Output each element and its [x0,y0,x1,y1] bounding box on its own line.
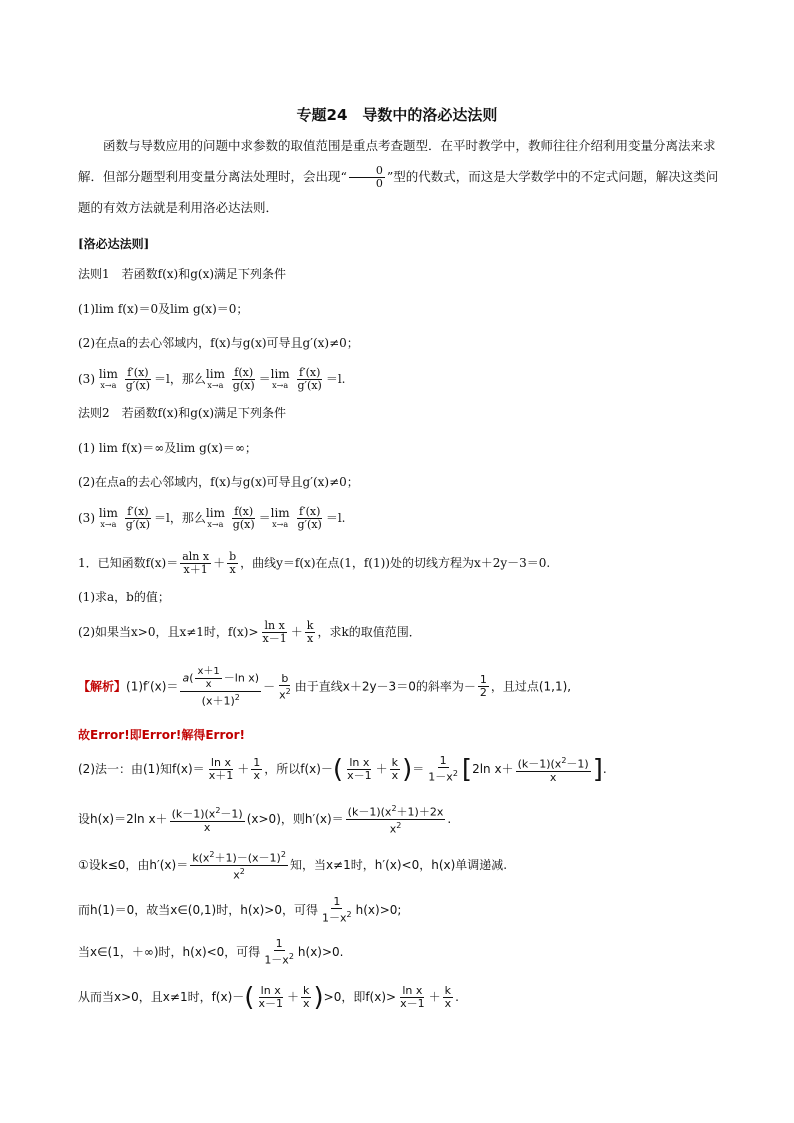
rule1-condition-2: (2)在点a的去心邻域内，f(x)与g(x)可导且g′(x)≠0； [78,336,359,350]
section-heading: [洛必达法则] [78,237,150,251]
solution-line-2: 故Error!即Error!解得Error! [78,728,246,742]
intro-text-2: ”型的代数式，而这是大学数学中的不定式问题，解决这类问题的有效方法就是利用洛必达法则． [78,169,719,215]
solution-line-4: 设h(x)＝2ln x＋ $\frac{(k-1)(x^2-1)}{x}$ (x>0)，则h′(x)＝ $\frac{(k-1)(x^2+1)+2x}{x^2}$ . [78,804,452,836]
rule2-condition-2: (2)在点a的去心邻域内，f(x)与g(x)可导且g′(x)≠0； [78,475,359,489]
question-1: (1)求a，b的值； [78,590,170,604]
rule1-heading: 法则1 若函数f(x)和g(x)满足下列条件 [78,267,287,281]
solution-line-6: 而h(1)＝0，故当x∈(0,1)时，h(x)>0，可得 $\frac{1}{1-x^2}$ h(x)>0; [78,895,402,925]
solution-line-5: ①设k≤0，由h′(x)＝ $\frac{k(x^2+1)-(x-1)^2}{x^2}$ 知，当x≠1时，h′(x)<0，h(x)单调递减. [78,850,508,882]
question-2: (2)如果当x>0，且x≠1时，f(x)> $\frac{\text{ln x}}{x-1}$ ＋ $\frac{k}{x}$ ，求k的取值范围． [78,619,421,645]
solution-line-3: (2)法一：由(1)知f(x)＝ $\frac{\text{ln x}}{x+1}$ ＋ $\frac{1}{x}$ ，所以f(x)－( $\frac{\text{ln x}}{x-1}$ ＋ $\frac{k}{x}$ )＝ $\frac{1}{1-x^2}$ [2ln x＋ $\frac{(k-1)(x^2-1)}{x}$ ]. [78,754,607,785]
solution-line-8: 从而当x>0，且x≠1时，f(x)－( $\frac{\text{ln x}}{x-1}$ ＋ $\frac{k}{x}$ )>0，即f(x)> $\frac{\text{ln x}}{x-1}$ ＋ $\frac{k}{x}$ . [78,982,459,1013]
intro-paragraph [78,130,728,223]
solution-line-7: 当x∈(1，＋∞)时，h(x)<0，可得 $\frac{1}{1-x^2}$ h(x)>0. [78,937,344,967]
rule1-condition-1: (1)lim f(x)＝0及lim g(x)＝0； [78,302,249,316]
rule1-condition-3: (3) lim x→a $\frac{f'(x)}{g'(x)}$ ＝l，那么lim x→a $\frac{f(x)}{g(x)}$ ＝lim x→a $\frac{f'(x)}{g'(x)}$ ＝l. [78,366,346,392]
rule2-heading: 法则2 若函数f(x)和g(x)满足下列条件 [78,406,287,420]
solution-label: 【解析】 [78,679,127,694]
rule2-condition-1: (1) lim f(x)＝∞及lim g(x)＝∞； [78,441,257,455]
page-title: 专题24 导数中的洛必达法则 [296,106,498,124]
solution-line-1: 【解析】(1)f′(x)＝ a( $\frac{x+1}{x}$ －ln x) $(x+1)^2$ － $\frac{b}{x^2}$ 由于直线x＋2y－3＝0的斜率为－ $\frac{1}{2}$ ，且过点(1,1), [78,666,572,708]
intro-text-1: 函数与导数应用的问题中求参数的取值范围是重点考查题型．在平时教学中，教师往往介绍利用变量分离法来求解．但部分题型利用变量分离法处理时，会出现“ [78,138,716,184]
rule2-condition-3: (3) lim x→a $\frac{f'(x)}{g'(x)}$ ＝l，那么lim x→a $\frac{f(x)}{g(x)}$ ＝lim x→a $\frac{f'(x)}{g'(x)}$ ＝l. [78,505,346,531]
zero-over-zero-fraction: $\frac{0}{0}$ [349,165,385,190]
problem-stem: 1．已知函数f(x)＝ $\frac{\text{aln x}}{x+1}$ ＋ $\frac{b}{x}$ ，曲线y＝f(x)在点(1，f(1))处的切线方程为x＋2y－3＝0. [78,550,551,576]
